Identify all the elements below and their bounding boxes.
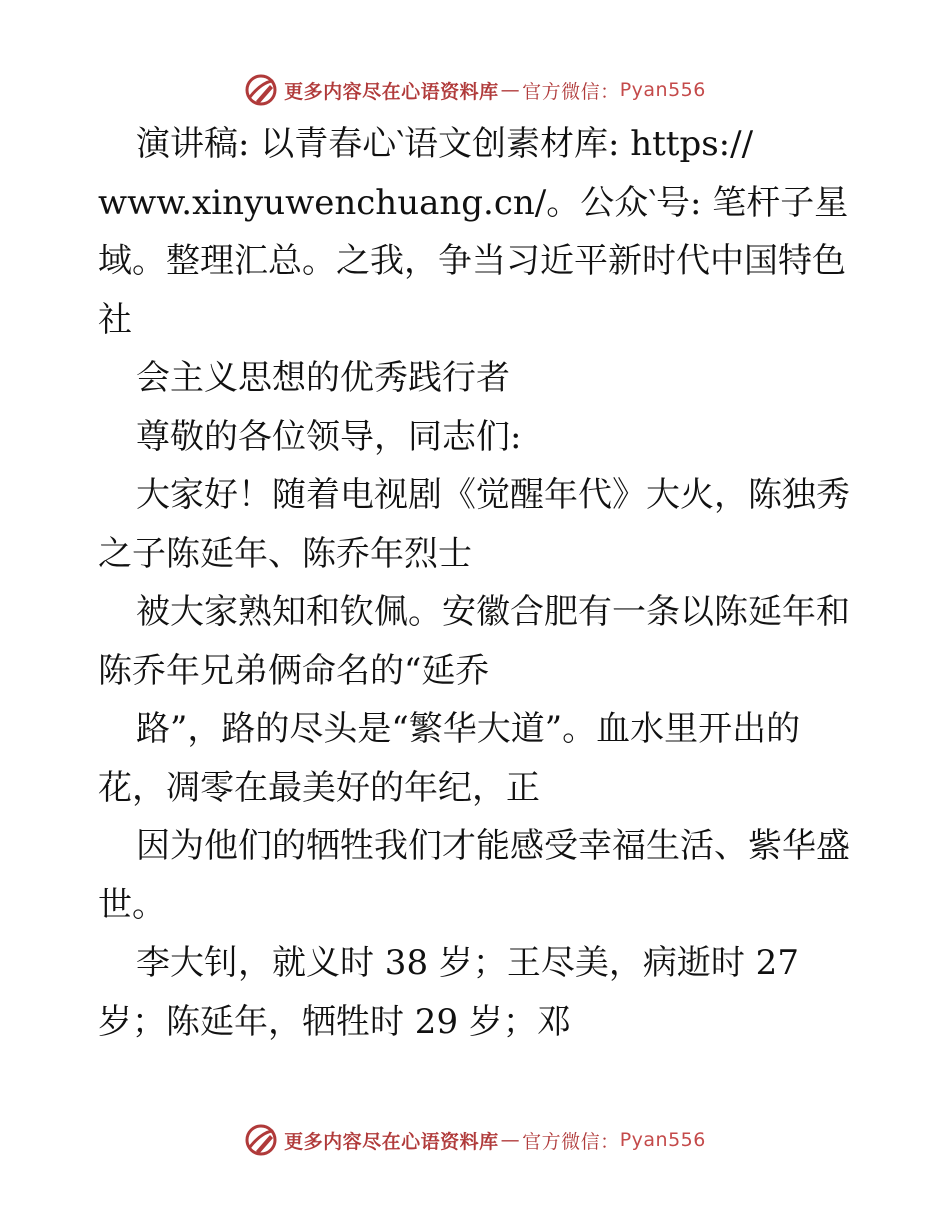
footer-watermark-banner <box>0 1120 950 1160</box>
doc-line: 社 <box>98 299 132 340</box>
pen-logo-icon <box>244 1123 278 1157</box>
banner-brand-text: 更多内容尽在心语资料库 <box>284 1130 499 1153</box>
banner-account-id: Pyan556 <box>619 79 706 101</box>
doc-line: 域。整理汇总。之我，争当习近平新时代中国特色 <box>98 241 846 281</box>
document-body <box>98 115 858 1051</box>
doc-line: 大家好！随着电视剧《觉醒年代》大火，陈独秀 <box>136 475 850 515</box>
doc-line: 因为他们的牺牲我们才能感受幸福生活、紫华盛 <box>136 826 850 866</box>
banner-brand-text: 更多内容尽在心语资料库 <box>284 80 499 103</box>
doc-line: 世。 <box>98 884 166 925</box>
banner-account-label: 官方微信： <box>522 1130 620 1153</box>
doc-line: 之子陈延年、陈乔年烈士 <box>98 533 472 574</box>
doc-line: 被大家熟知和钦佩。安徽合肥有一条以陈延年和 <box>136 592 850 632</box>
doc-line: 陈乔年兄弟俩命名的“延乔 <box>98 650 490 691</box>
doc-line: 岁；陈延年，牺牲时 29 岁；邓 <box>98 1001 571 1042</box>
banner-separator: — <box>500 1129 521 1151</box>
doc-line: 演讲稿: 以青春心‵语文创素材库: https:// <box>136 124 754 164</box>
banner-account-label: 官方微信： <box>522 80 620 103</box>
banner-separator: — <box>500 79 521 101</box>
banner-account-id: Pyan556 <box>619 1129 706 1151</box>
doc-line: 李大钊，就义时 38 岁；王尽美，病逝时 27 <box>136 943 799 983</box>
doc-line: 会主义思想的优秀践行者 <box>136 358 510 398</box>
doc-line: 路”，路的尽头是“繁华大道”。血水里开出的 <box>136 709 801 749</box>
doc-line: 尊敬的各位领导，同志们: <box>136 416 522 457</box>
header-watermark-banner <box>0 70 950 110</box>
doc-line: www.xinyuwenchuang.cn/。公众‵号: 笔杆子星 <box>98 182 849 223</box>
pen-logo-icon <box>244 73 278 107</box>
doc-line: 花，凋零在最美好的年纪，正 <box>98 767 540 808</box>
